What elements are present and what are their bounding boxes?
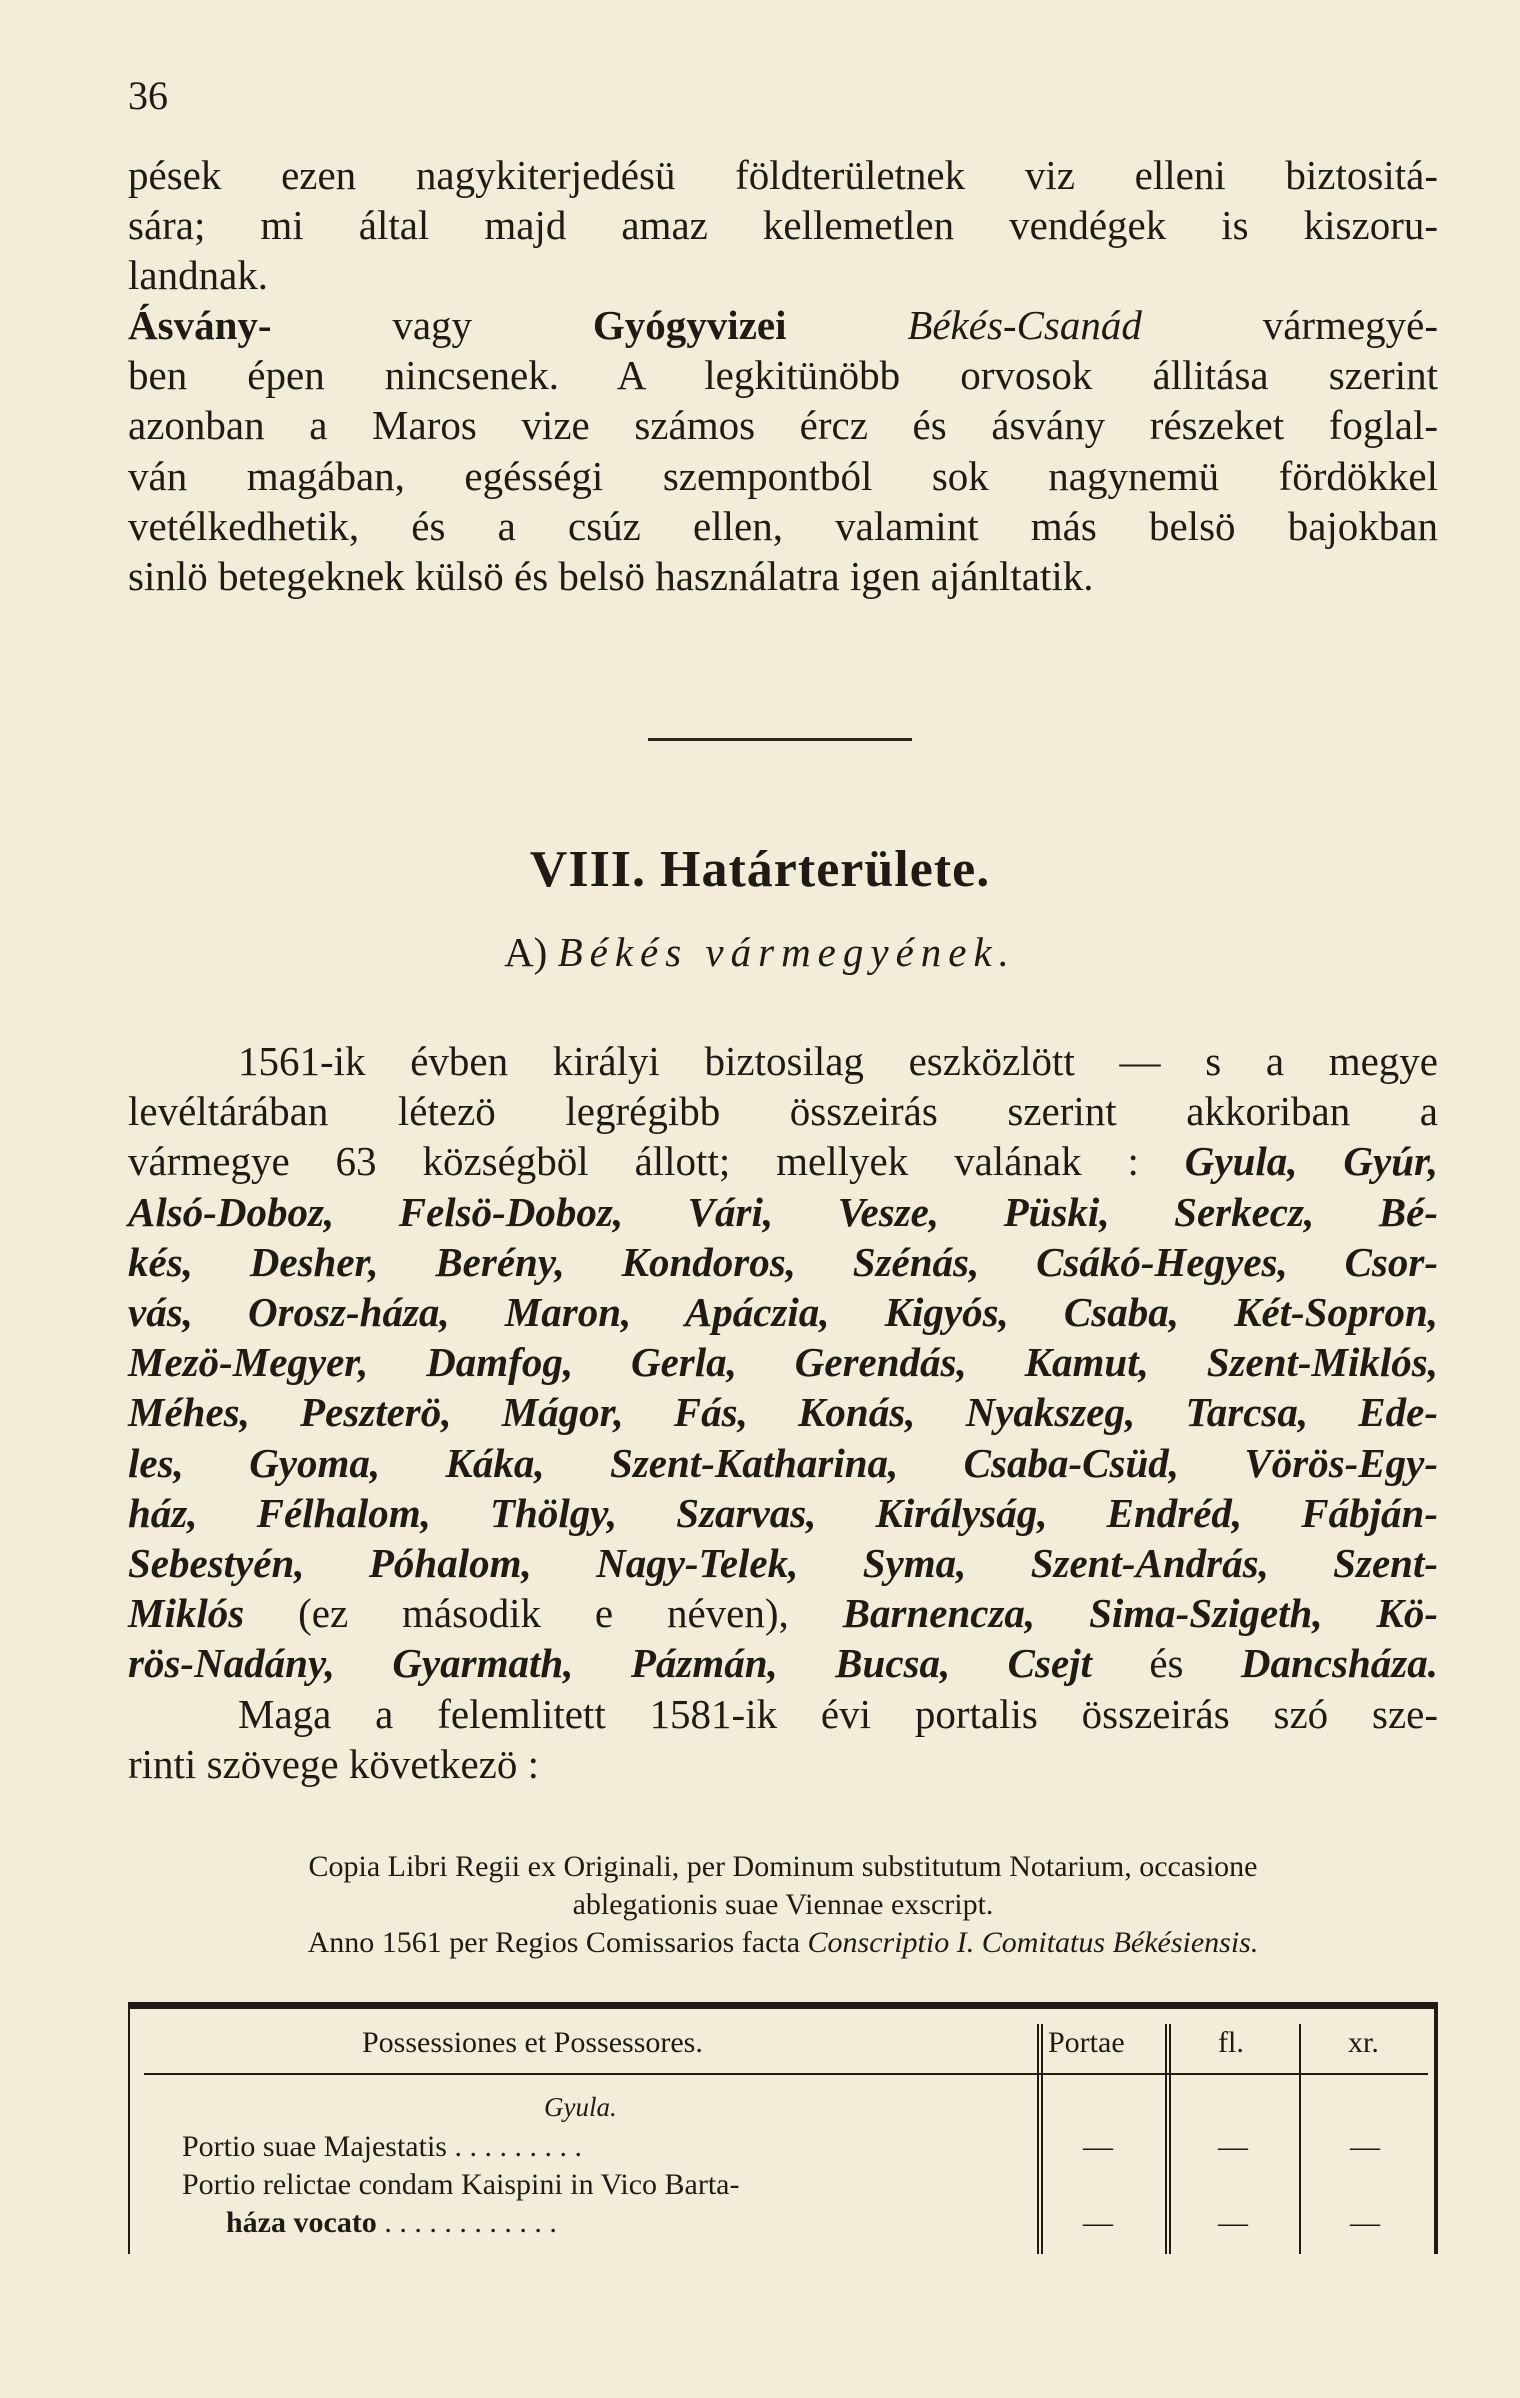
latin-note-line: Copia Libri Regii ex Originali, per Dominum substitutum Notarium, occasione [308, 1850, 1258, 1883]
latin-italic: Conscriptio I. Comitatus Békésiensis. [807, 1926, 1259, 1959]
latin-note-line: ablegationis suae Viennae exscript. [572, 1888, 994, 1921]
subheading-prefix: A) [504, 929, 558, 975]
text-line: 1561-ik évben királyi biztosilag eszközlött — s a megye [238, 1038, 1438, 1084]
text-line [128, 1136, 1438, 1186]
table-row-name [182, 2130, 582, 2164]
paragraph-1561-census [128, 1036, 1438, 1789]
place-names-line: Alsó-Doboz, Felsö-Doboz, Vári, Vesze, Püski, Serkecz, Bé- [128, 1188, 1438, 1235]
place-names-line: Méhes, Peszterö, Mágor, Fás, Konás, Nyakszeg, Tarcsa, Ede- [128, 1389, 1438, 1436]
latin-note-line [128, 1924, 1438, 1962]
line-italic: Dancsháza. [1240, 1640, 1438, 1687]
table-cell-xr: — [1350, 2206, 1380, 2239]
text-line: ván magában, egésségi szempontból sok nagynemü fördökkel [128, 452, 1438, 499]
line-plain: vármegye 63 községböl állott; mellyek valának : [128, 1138, 1185, 1185]
text-line: levéltárában létezö legrégibb összeirás szerint akkoriban a [128, 1088, 1438, 1135]
line-italic: Miklós [128, 1590, 245, 1637]
text-line [128, 1588, 1438, 1638]
place-names-line: kés, Desher, Berény, Kondoros, Szénás, Csákó-Hegyes, Csor- [128, 1238, 1438, 1285]
table-cell-fl: — [1218, 2130, 1248, 2163]
row-leader: . . . . . . . . . . . . [376, 2206, 557, 2239]
place-names-line: les, Gyoma, Káka, Szent-Katharina, Csaba-Csüd, Vörös-Egy- [128, 1439, 1438, 1486]
table-row-name: Portio relictae condam Kaispini in Vico Barta- [182, 2168, 740, 2201]
table-cell-xr: — [1350, 2130, 1380, 2163]
text-line: landnak. [128, 252, 269, 299]
lead-bold: Ásvány- [128, 302, 272, 348]
text-line: rinti szövege következö : [128, 1740, 540, 1787]
text-line [128, 300, 1438, 350]
subheading-italic: Békés vármegyének. [557, 929, 1016, 975]
page-number: 36 [128, 73, 168, 118]
line-italic: Barnencza, Sima-Szigeth, Kö- [842, 1590, 1438, 1637]
lead-mid: vagy [271, 302, 593, 348]
line-plain: (ez második e néven), [244, 1590, 843, 1637]
place-names-line: vás, Orosz-háza, Maron, Apáczia, Kigyós, Csaba, Két-Sopron, [128, 1289, 1438, 1336]
table-cell-fl: — [1218, 2206, 1248, 2239]
header-portae: Portae [1048, 2026, 1125, 2059]
section-subheading [0, 928, 1520, 976]
header-xr: xr. [1348, 2026, 1379, 2059]
line-italic: rös-Nadány, Gyarmath, Pázmán, Bucsa, Csejt [128, 1640, 1092, 1687]
line-italic: Gyula, Gyúr, [1184, 1138, 1438, 1185]
text-line: pések ezen nagykiterjedésü földterületnek viz elleni biztositá- [128, 152, 1438, 198]
header-fl: fl. [1218, 2026, 1244, 2059]
text-line: Maga a felemlitett 1581-ik évi portalis összeirás szó sze- [238, 1690, 1438, 1737]
text-line: ben épen nincsenek. A legkitünöbb orvosok állitása szerint [128, 352, 1438, 399]
text-line: azonban a Maros vize számos ércz és ásvány részeket foglal- [128, 402, 1438, 449]
table-cell-portae: — [1083, 2130, 1113, 2163]
possessions-table [128, 2002, 1438, 2254]
lead-italic: Békés-Csanád [786, 302, 1142, 348]
section-separator-rule [648, 738, 912, 741]
row-name-text: háza vocato [226, 2206, 377, 2239]
lead-bold-2: Gyógyvizei [592, 302, 787, 348]
table-cell-portae: — [1083, 2206, 1113, 2239]
place-names-line: Mezö-Megyer, Damfog, Gerla, Gerendás, Kamut, Szent-Miklós, [128, 1339, 1438, 1386]
text-line: sára; mi által majd amaz kellemetlen vendégek is kiszoru- [128, 202, 1438, 249]
text-line: sinlö betegeknek külsö és belsö használatra igen ajánltatik. [128, 553, 1094, 600]
group-label: Gyula. [544, 2092, 617, 2122]
text-line: vetélkedhetik, és a csúz ellen, valamint más belsö bajokban [128, 502, 1438, 549]
text-line [128, 1638, 1438, 1688]
section-heading: VIII. Határterülete. [529, 841, 991, 898]
row-name-text: Portio suae Majestatis [182, 2130, 447, 2163]
row-leader: . . . . . . . . . [446, 2130, 582, 2163]
paragraph-mineral-waters [128, 300, 1438, 601]
table-row-name [226, 2206, 557, 2240]
paragraph-flood-protection [128, 150, 1438, 301]
lead-rest: vármegyé- [1141, 302, 1438, 348]
place-names-line: Sebestyén, Póhalom, Nagy-Telek, Syma, Szent-András, Szent- [128, 1540, 1438, 1587]
place-names-line: ház, Félhalom, Thölgy, Szarvas, Királyság, Endréd, Fábján- [128, 1489, 1438, 1536]
latin-plain: Anno 1561 per Regios Comissarios facta [307, 1926, 808, 1959]
header-possessions: Possessiones et Possessores. [362, 2026, 703, 2059]
line-plain: és [1091, 1640, 1241, 1687]
